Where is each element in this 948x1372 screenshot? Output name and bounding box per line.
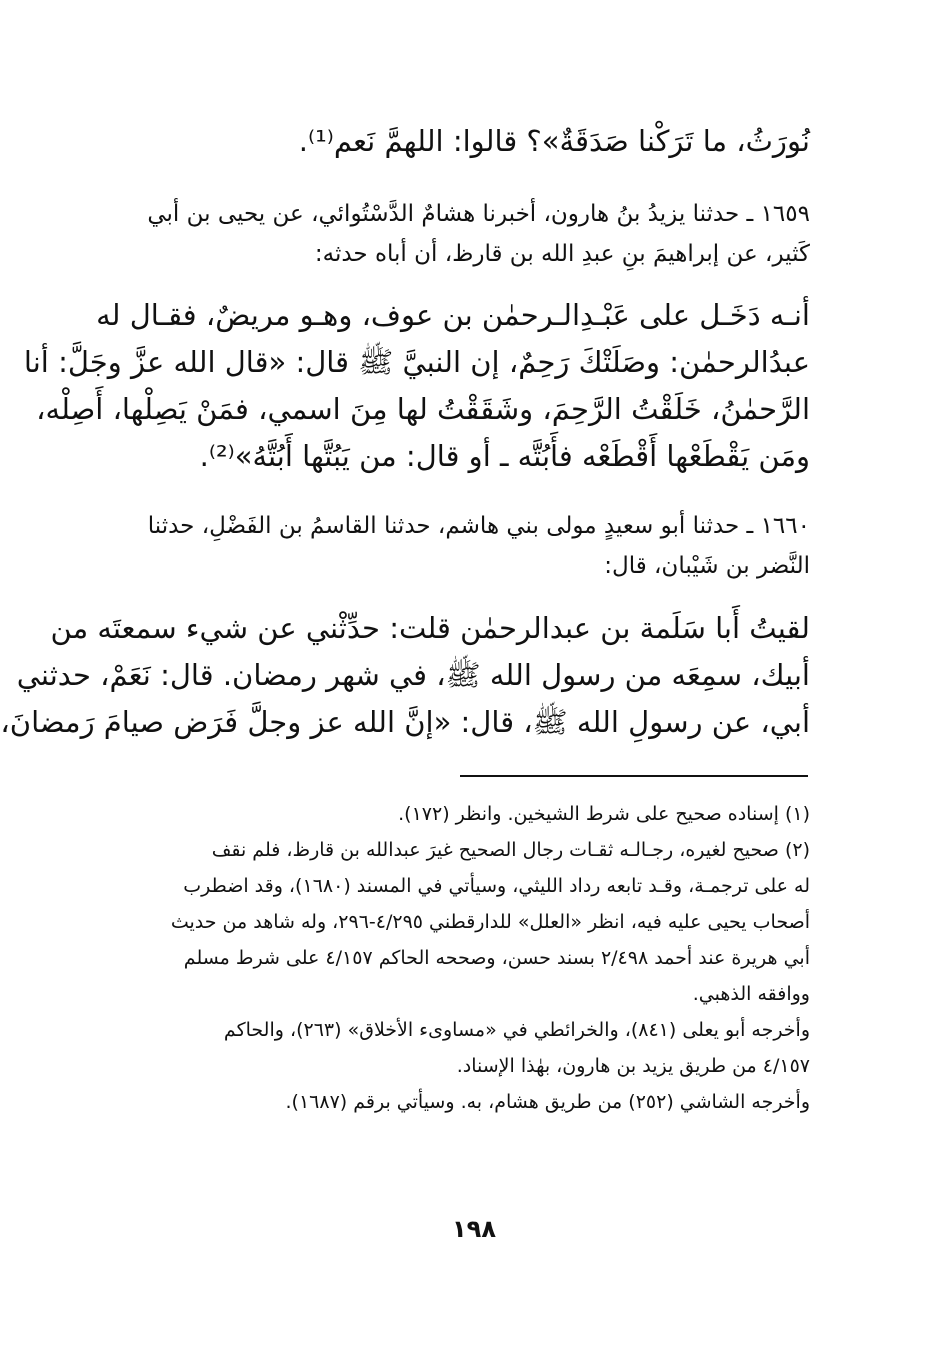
footnote-line: ووافقه الذهبي. [692,983,810,1005]
text-line: ١٦٦٠ ـ حدثنا أبو سعيدٍ مولى بني هاشم، حدثنا القاسمُ بن الفَضْلِ، حدثنا [147,513,810,539]
footnote-line: له على ترجمـة، وقـد تابعه رداد الليثي، وسيأتي في المسند (١٦٨٠)، وقد اضطرب [183,875,810,897]
footnote-line: أبي هريرة عند أحمد ٢/٤٩٨ بسند حسن، وصححه الحاكم ٤/١٥٧ على شرط مسلم [183,947,810,969]
text-line: نُورَثُ، ما تَرَكْنا صَدَقَةٌ»؟ قالوا: اللهمَّ نَعم⁽¹⁾. [298,124,810,158]
continuation-line [140,118,810,165]
hadith-1660-isnad [140,506,810,586]
text-line: أنـه دَخَـل على عَبْـدِالـرحمٰن بن عوف، وهـو مريضٌ، فقـال له [96,298,810,332]
footnotes [140,796,810,1120]
text-line: أبي، عن رسولِ الله ﷺ، قال: «إنَّ الله عز وجلَّ فَرَض صيامَ رَمضانَ، [0,705,810,739]
text-line: الرَّحمٰنُ، خَلَقْتُ الرَّحِمَ، وشَقَقْتُ لها مِنَ اسمي، فمَنْ يَصِلْها، أَصِلْه، [36,392,810,426]
text-line: النَّضر بن شَيْبان، قال: [604,553,810,579]
hadith-1659-matn [23,292,810,480]
text-line: عبدُالرحمٰن: وصَلَتْكَ رَحِمٌ، إن النبيَّ ﷺ قال: «قال الله عزَّ وجَلَّ: أنا [23,345,810,379]
text-line: ١٦٥٩ ـ حدثنا يزيدُ بنُ هارون، أخبرنا هشامٌ الدَّسْتُوائي، عن يحيى بن أبي [147,201,810,227]
page-number: ١٩٨ [452,1215,496,1243]
text-line: كَثير، عن إبراهيمَ بنِ عبدِ الله بن قارظ، أن أباه حدثه: [314,241,810,267]
hadith-1660-matn [0,605,810,746]
footnote-separator [460,775,808,777]
footnote-line: وأخرجه أبو يعلى (٨٤١)، والخرائطي في «مساوىء الأخلاق» (٢٦٣)، والحاكم [223,1019,810,1041]
footnote-line: وأخرجه الشاشي (٢٥٢) من طريق هشام، به. وسيأتي برقم (١٦٨٧). [285,1091,810,1113]
footnote-line: (١) إسناده صحيح على شرط الشيخين. وانظر (١٧٢). [398,803,810,825]
text-line: لقيتُ أَبا سَلَمة بن عبدالرحمٰن قلت: حدِّثْني عن شيء سمعتَه من [50,611,810,645]
footnote-line: (٢) صحيح لغيره، رجـالـه ثقـات رجال الصحيح غيرَ عبدالله بن قارظ، فلم نقف [211,839,810,861]
hadith-1659-isnad [140,194,810,274]
footnote-line: ٤/١٥٧ من طريق يزيد بن هارون، بهٰذا الإسناد. [456,1055,810,1077]
text-line: أبيك، سمِعَه من رسول الله ﷺ، في شهر رمضان. قال: نَعَمْ، حدثني [16,658,810,692]
footnote-line: أصحاب يحيى عليه فيه، انظر «العلل» للدارقطني ٤/٢٩٥-٢٩٦، وله شاهد من حديث [170,911,810,933]
text-line: ومَن يَقْطَعْها أَقْطَعْه فأَبُتَّه ـ أو قال: من يَبُتَّها أَبُتَّهُ»⁽²⁾. [199,439,810,473]
